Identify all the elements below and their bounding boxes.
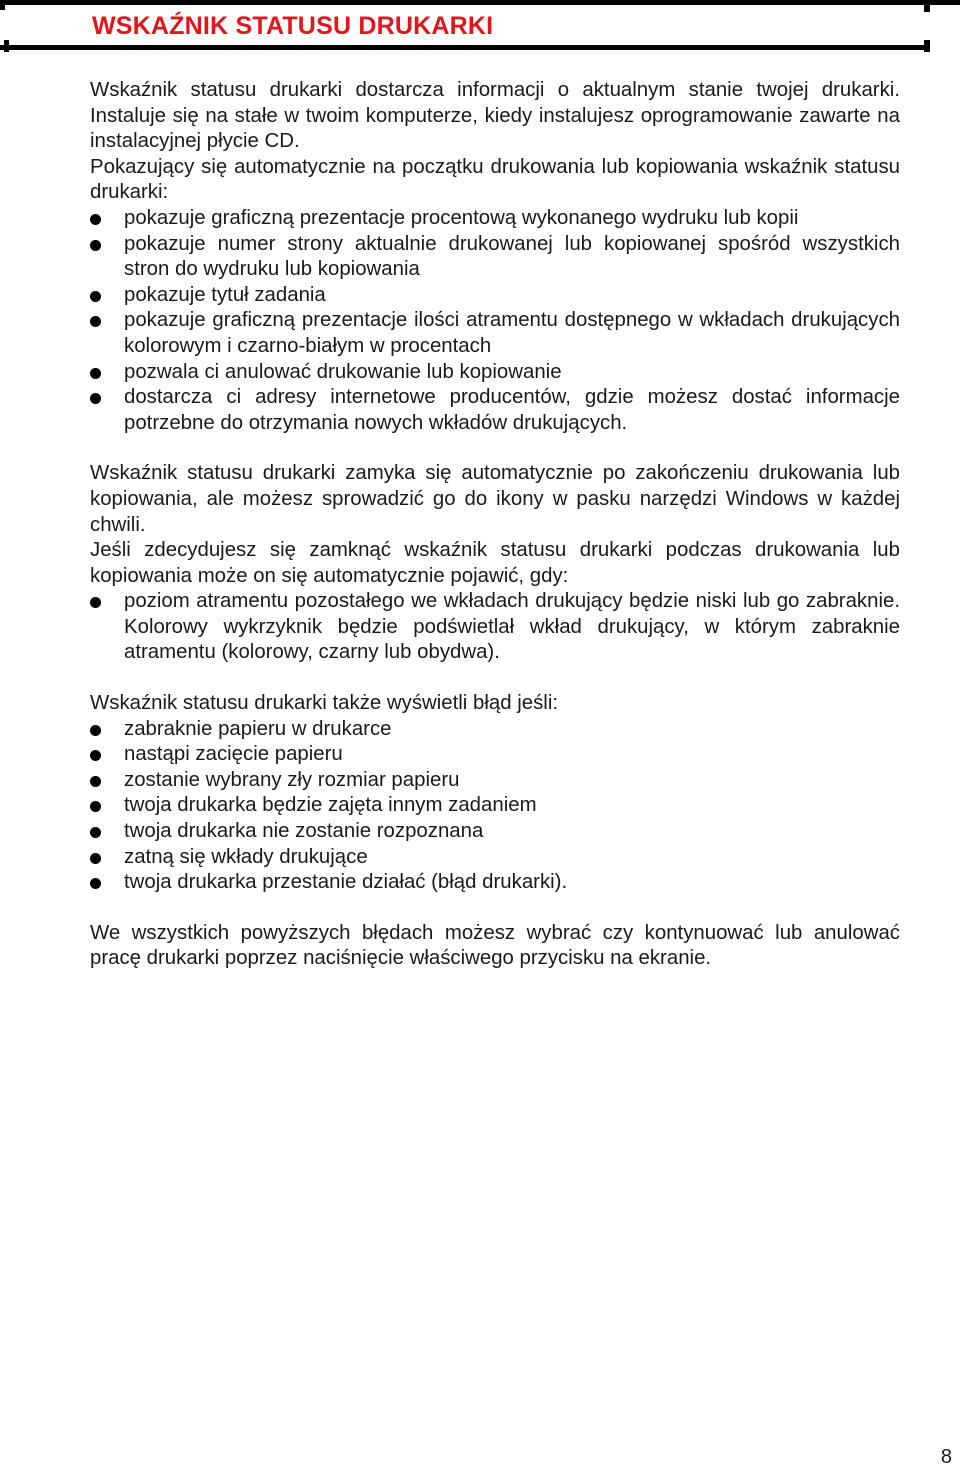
- title-frame: [0, 0, 960, 56]
- errors-lead: Wskaźnik statusu drukarki także wyświetli błąd jeśli:: [90, 692, 559, 715]
- list-item: pokazuje tytuł zadania: [90, 283, 900, 309]
- bullet-icon: [90, 776, 101, 787]
- bullet-icon: [90, 214, 101, 225]
- bullet-icon: [90, 240, 101, 251]
- features-list: [90, 206, 900, 436]
- list-lead: Pokazujący się automatycznie na początku drukowania lub kopiowania wskaźnik statusu drukarki:: [90, 155, 900, 204]
- errors-list: [90, 717, 900, 896]
- bullet-icon: [90, 750, 101, 761]
- list-item: dostarcza ci adresy internetowe producentów, gdzie możesz dostać informacje potrzebne do otrzymania nowych wkładów drukujących.: [90, 385, 900, 436]
- bullet-icon: [90, 368, 101, 379]
- auto-close-paragraph: Wskaźnik statusu drukarki zamyka się automatycznie po zakończeniu drukowania lub kopiowania, ale możesz sprowadzić go do ikony w pasku narzędzi Windows w każdej chwili.: [90, 462, 900, 536]
- list-item: twoja drukarka nie zostanie rozpoznana: [90, 819, 900, 845]
- list-item: poziom atramentu pozostałego we wkładach drukujący będzie niski lub go zabraknie. Kolorowy wykrzyknik będzie podświetlał wkład drukujący, w którym zabraknie atramentu (kolorowy, czarny lub obydwa).: [90, 589, 900, 666]
- bullet-icon: [90, 827, 101, 838]
- bullet-icon: [90, 725, 101, 736]
- bullet-icon: [90, 393, 101, 404]
- page-number: 8: [940, 1446, 952, 1468]
- bullet-icon: [90, 291, 101, 302]
- reopen-paragraph: Jeśli zdecydujesz się zamknąć wskaźnik statusu drukarki podczas drukowania lub kopiowania może on się automatycznie pojawić, gdy:: [90, 539, 900, 587]
- list-item: zabraknie papieru w drukarce: [90, 717, 900, 743]
- list-item: twoja drukarka będzie zajęta innym zadaniem: [90, 793, 900, 819]
- bullet-icon: [90, 878, 101, 889]
- list-item: zostanie wybrany zły rozmiar papieru: [90, 768, 900, 794]
- list-item: pokazuje graficzną prezentacje procentową wykonanego wydruku lub kopii: [90, 206, 900, 232]
- intro-paragraph: Wskaźnik statusu drukarki dostarcza informacji o aktualnym stanie twojej drukarki. Instaluje się na stałe w twoim komputerze, kiedy instalujesz oprogramowanie zawarte na instalacyjnej płycie CD.: [90, 79, 900, 153]
- list-item: zatną się wkłady drukujące: [90, 845, 900, 871]
- list-item: pokazuje graficzną prezentacje ilości atramentu dostępnego w wkładach drukujących kolorowym i czarno-białym w procentach: [90, 308, 900, 359]
- reopen-conditions-list: [90, 589, 900, 666]
- bullet-icon: [90, 316, 101, 327]
- closing-paragraph: We wszystkich powyższych błędach możesz wybrać czy kontynuować lub anulować pracę drukarki poprzez naciśnięcie właściwego przycisku na ekranie.: [90, 921, 900, 970]
- list-item: pokazuje numer strony aktualnie drukowanej lub kopiowanej spośród wszystkich stron do wydruku lub kopiowania: [90, 232, 900, 283]
- list-item: pozwala ci anulować drukowanie lub kopiowanie: [90, 360, 900, 386]
- bullet-icon: [90, 853, 101, 864]
- document-body: [90, 78, 900, 972]
- page-title: WSKAŹNIK STATUSU DRUKARKI: [92, 12, 494, 40]
- list-item: nastąpi zacięcie papieru: [90, 742, 900, 768]
- bullet-icon: [90, 597, 101, 608]
- bullet-icon: [90, 801, 101, 812]
- list-item: twoja drukarka przestanie działać (błąd drukarki).: [90, 870, 900, 896]
